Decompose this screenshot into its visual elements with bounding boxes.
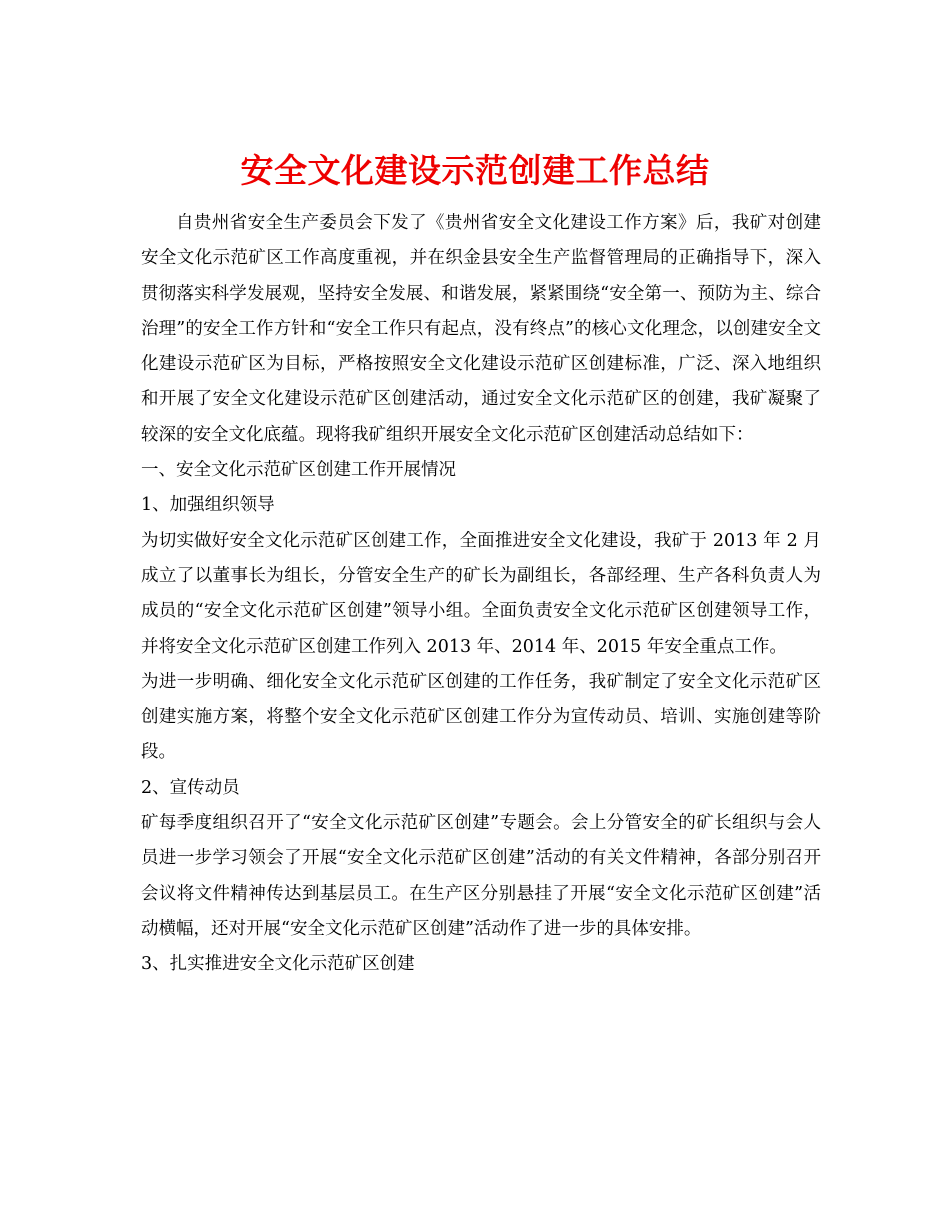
subsection-heading: 1、加强组织领导: [141, 495, 275, 516]
paragraph: 为进一步明确、细化安全文化示范矿区创建的工作任务，我矿制定了安全文化示范矿区创建实施方案，将整个安全文化示范矿区创建工作分为宣传动员、培训、实施创建等阶段。: [141, 671, 821, 763]
document-body: [141, 206, 821, 983]
paragraph: 矿每季度组织召开了“安全文化示范矿区创建”专题会。会上分管安全的矿长组织与会人员进一步学习领会了开展“安全文化示范矿区创建”活动的有关文件精神，各部分别召开会议将文件精神传达到基层员工。在生产区分别悬挂了开展“安全文化示范矿区创建”活动横幅，还对开展“安全文化示范矿区创建”活动作了进一步的具体安排。: [141, 813, 821, 939]
subsection-heading: 2、宣传动员: [141, 777, 240, 798]
paragraph-intro: 自贵州省安全生产委员会下发了《贵州省安全文化建设工作方案》后，我矿对创建安全文化示范矿区工作高度重视，并在织金县安全生产监督管理局的正确指导下，深入贯彻落实科学发展观，坚持安全发展、和谐发展，紧紧围绕“安全第一、预防为主、综合治理”的安全工作方针和“安全工作只有起点，没有终点”的核心文化理念，以创建安全文化建设示范矿区为目标，严格按照安全文化建设示范矿区创建标准，广泛、深入地组织和开展了安全文化建设示范矿区创建活动，通过安全文化示范矿区的创建，我矿凝聚了较深的安全文化底蕴。现将我矿组织开展安全文化示范矿区创建活动总结如下：: [141, 213, 821, 445]
document-title: 安全文化建设示范创建工作总结: [240, 151, 710, 191]
paragraph: 为切实做好安全文化示范矿区创建工作，全面推进安全文化建设，我矿于 2013 年 2 月成立了以董事长为组长，分管安全生产的矿长为副组长，各部经理、生产各科负责人为成员的“安全文化示范矿区创建”领导小组。全面负责安全文化示范矿区创建领导工作，并将安全文化示范矿区创建工作列入 2013 年、2014 年、2015 年安全重点工作。: [141, 530, 821, 657]
subsection-heading: 3、扎实推进安全文化示范矿区创建: [141, 954, 415, 975]
section-heading: 一、安全文化示范矿区创建工作开展情况: [141, 460, 456, 481]
